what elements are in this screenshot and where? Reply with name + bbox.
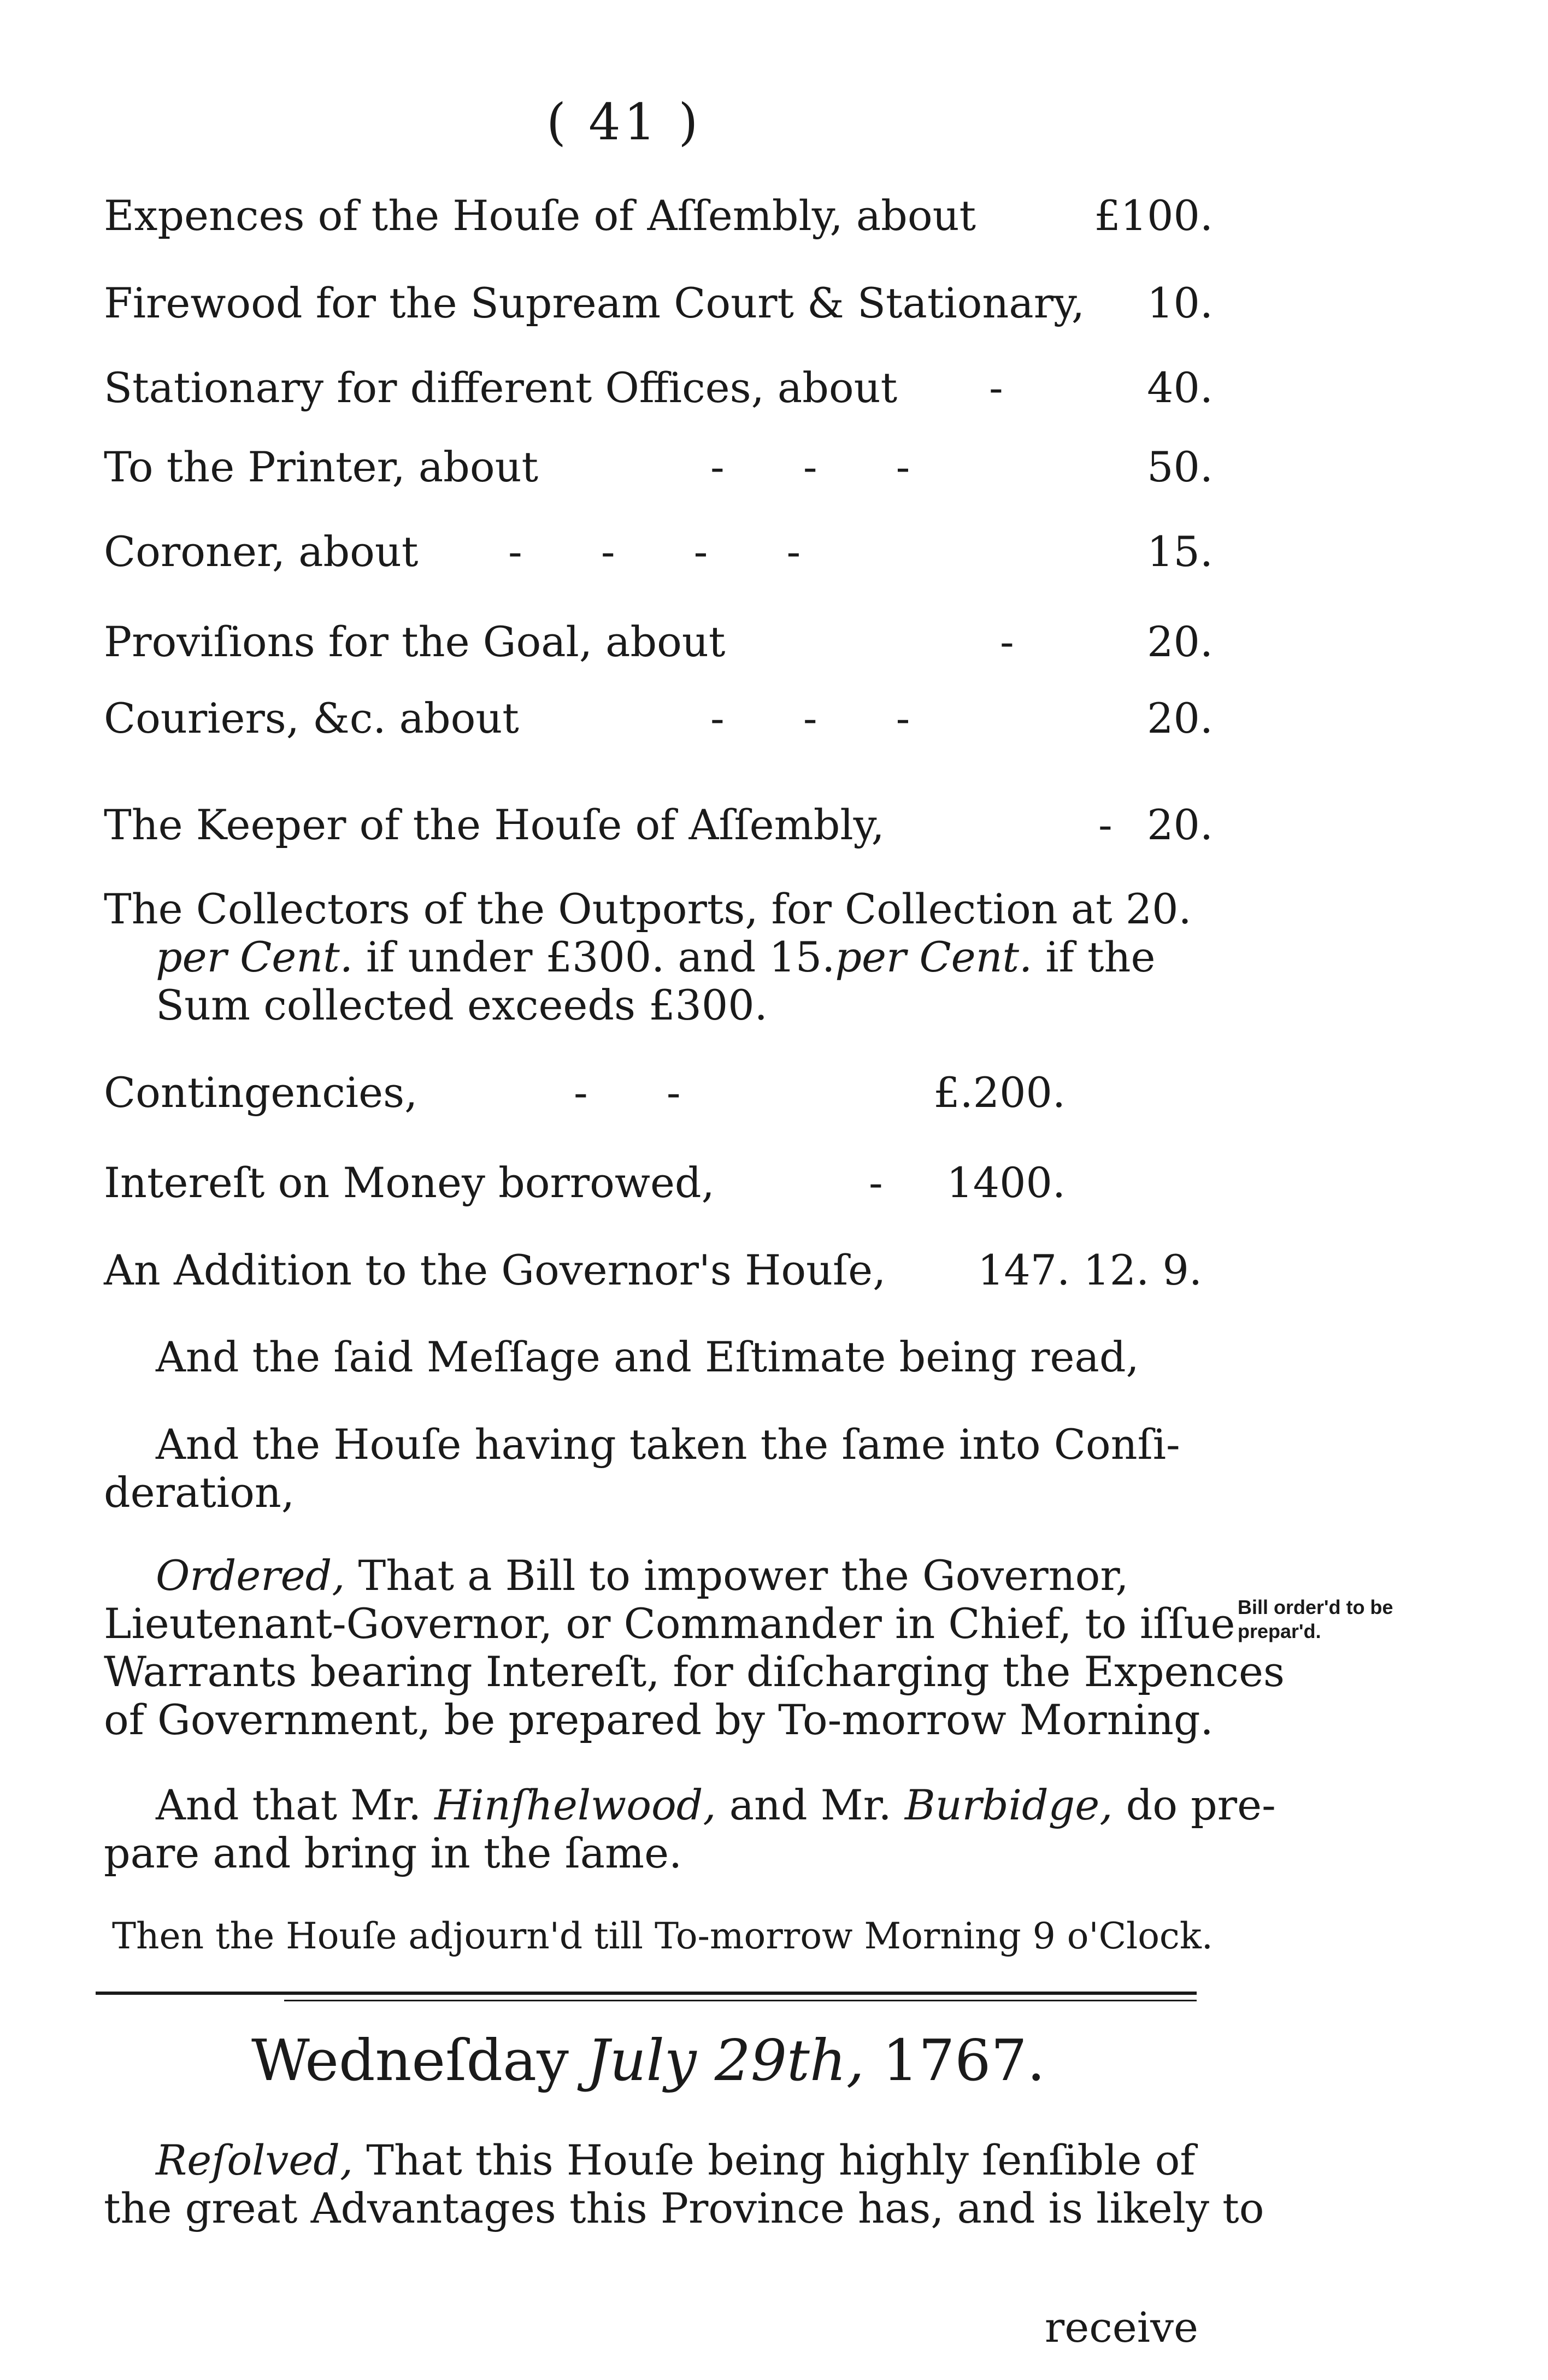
- estimate-amount: 20.: [1147, 617, 1213, 666]
- paragraph-line: deration,: [104, 1468, 295, 1517]
- estimate-row: [104, 279, 1213, 333]
- margin-note-line: prepar'd.: [1238, 1620, 1321, 1642]
- leader-dashes: -: [1000, 617, 1047, 666]
- estimate-amount: 1400.: [946, 1158, 1066, 1207]
- paragraph-line: And the ſaid Meſſage and Eſtimate being read,: [156, 1333, 1139, 1381]
- ordered-word: Ordered,: [156, 1551, 345, 1600]
- collectors-per-cent: per Cent.: [156, 933, 353, 981]
- estimate-amount: 20.: [1147, 800, 1213, 849]
- collectors-line: [104, 933, 1192, 981]
- estimate-label: An Addition to the Governor's Houſe,: [104, 1246, 886, 1294]
- paragraph-line: And the Houſe having taken the ſame into Conſi-: [156, 1420, 1180, 1469]
- member-name: Burbidge,: [904, 1781, 1113, 1829]
- paragraph-ordered: [104, 1552, 1285, 1744]
- paragraph-consideration: [104, 1421, 1180, 1517]
- leader-dashes: - - - -: [508, 527, 834, 576]
- leader-dashes: - - -: [710, 694, 943, 743]
- paragraph-line: of Government, be prepared by To-morrow Morning.: [104, 1695, 1214, 1744]
- day-heading-date: July 29th,: [586, 2027, 864, 2094]
- margin-note: [1238, 1595, 1393, 1643]
- estimate-label: Firewood for the Supream Court & Stationary,: [104, 279, 1085, 327]
- margin-note-line: Bill order'd to be: [1238, 1596, 1393, 1618]
- estimate-row: [104, 1068, 1066, 1123]
- estimate-amount: 20.: [1147, 694, 1213, 743]
- section-rule-thin: [284, 2000, 1197, 2001]
- leader-dashes: -: [869, 1158, 916, 1207]
- paragraph-line: Lieutenant-Governor, or Commander in Chief, to iſſue: [104, 1599, 1235, 1648]
- estimate-label: To the Printer, about: [104, 443, 539, 491]
- collectors-line: The Collectors of the Outports, for Collection at 20.: [104, 885, 1192, 933]
- collectors-entry: [104, 885, 1192, 1029]
- day-heading: [251, 2027, 1045, 2094]
- estimate-amount: 147. 12. 9.: [978, 1246, 1202, 1294]
- estimate-label: Couriers, &c. about: [104, 694, 519, 743]
- estimate-label: The Keeper of the Houſe of Aſſembly,: [104, 800, 885, 849]
- leader-dashes: - -: [574, 1068, 714, 1117]
- paragraph-line: [104, 1552, 1285, 1600]
- section-rule: [96, 1992, 1197, 1995]
- estimate-label: Coroner, about: [104, 527, 419, 576]
- collectors-text: if the: [1032, 933, 1156, 981]
- estimate-label: Stationary for different Offices, about: [104, 363, 898, 412]
- estimate-amount: £100.: [1094, 191, 1213, 240]
- resolved-word: Reſolved,: [156, 2136, 354, 2184]
- paragraph-adjourn: [112, 1912, 1213, 1960]
- estimate-amount: 10.: [1147, 279, 1213, 327]
- leader-dashes: -: [989, 363, 1036, 412]
- estimate-label: Intereſt on Money borrowed,: [104, 1158, 715, 1207]
- estimate-row: [104, 527, 1213, 582]
- paragraph-line: Then the Houſe adjourn'd till To-morrow Morning 9 o'Clock.: [112, 1915, 1213, 1957]
- estimate-amount: 50.: [1147, 443, 1213, 491]
- estimate-amount: £.200.: [933, 1068, 1066, 1117]
- estimate-row: [104, 617, 1213, 672]
- estimate-row: [104, 1158, 1066, 1213]
- paragraph-line: [104, 2136, 1264, 2184]
- estimate-amount: 40.: [1147, 363, 1213, 412]
- member-name: Hinſhelwood,: [434, 1781, 716, 1829]
- leader-dashes: - - -: [710, 443, 943, 491]
- paragraph-text: That a Bill to impower the Governor,: [345, 1551, 1129, 1600]
- paragraph-text: do pre-: [1113, 1781, 1276, 1829]
- paragraph-line: [104, 1781, 1276, 1829]
- paragraph-line: Warrants bearing Intereſt, for diſcharging the Expences: [104, 1647, 1285, 1696]
- paragraph-line: pare and bring in the ſame.: [104, 1829, 682, 1877]
- paragraph-text: And that Mr.: [156, 1781, 435, 1829]
- estimate-label: Expences of the Houſe of Aſſembly, about: [104, 191, 976, 240]
- estimate-label: Proviſions for the Goal, about: [104, 617, 726, 666]
- estimate-row: [104, 443, 1213, 497]
- collectors-line: Sum collected exceeds £300.: [156, 981, 768, 1029]
- estimate-row: [104, 191, 1213, 246]
- estimate-row: [104, 800, 1213, 855]
- estimate-label: Contingencies,: [104, 1068, 418, 1117]
- estimate-amount: 15.: [1147, 527, 1213, 576]
- day-heading-text: Wedneſday: [251, 2027, 587, 2094]
- day-heading-text: 1767.: [864, 2027, 1045, 2094]
- collectors-per-cent: per Cent.: [835, 933, 1033, 981]
- collectors-text: if under £300. and 15.: [352, 933, 835, 981]
- estimate-row: [104, 694, 1213, 749]
- paragraph-line: the great Advantages this Province has, and is likely to: [104, 2184, 1264, 2232]
- page-number: ( 41 ): [546, 93, 702, 151]
- leader-dashes: -: [1098, 800, 1145, 849]
- paragraph-resolved: [104, 2136, 1264, 2232]
- paragraph-text: That this Houſe being highly ſenſible of: [353, 2136, 1196, 2184]
- paragraph-text: and Mr.: [716, 1781, 905, 1829]
- catchword: receive: [1044, 2303, 1198, 2352]
- estimate-row: [104, 1246, 1202, 1300]
- estimate-row: [104, 363, 1213, 418]
- paragraph-read: [156, 1333, 1139, 1381]
- paragraph-appointment: [104, 1781, 1276, 1877]
